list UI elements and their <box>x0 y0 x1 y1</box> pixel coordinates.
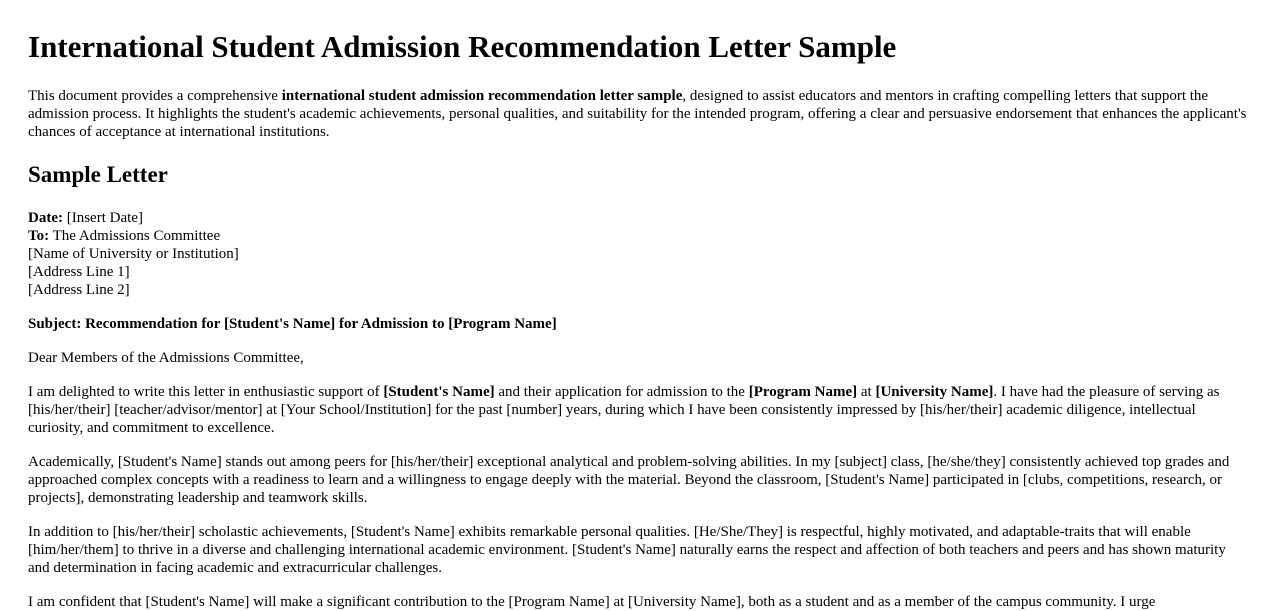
intro-text-bold: international student admission recommendation letter sample <box>281 88 683 104</box>
address-line: [Address Line 2] <box>28 282 130 298</box>
page-title: International Student Admission Recommendation Letter Sample <box>28 29 897 64</box>
letter-paragraph-2: Academically, [Student's Name] stands out among peers for [his/her/their] exceptional analytical and problem-solving abilities. In my [subject] class, [he/she/they] consistently achieved top grades and approached complex concepts with a readiness to learn and a willingness to engage deeply with the material. Beyond the classroom, [Student's Name] participated in [clubs, competitions, research, or projects], demonstrating leadership and teamwork skills. <box>28 454 1230 506</box>
p1-text-3: at <box>857 384 876 400</box>
letter-header <box>28 209 1250 299</box>
address-line: [Name of University or Institution] <box>28 246 239 262</box>
p1-text-1: I am delighted to write this letter in enthusiastic support of <box>28 384 384 400</box>
letter-paragraph-1 <box>28 383 1250 437</box>
intro-text-after: , designed to assist educators and mentors in crafting compelling letters that support the admission process. It highlights the student's academic achievements, personal qualities, and suitability for the intended program, offering a clear and persuasive endorsement that enhances the applicant's chances of acceptance at international institutions. <box>28 88 1247 140</box>
address-line: [Address Line 1] <box>28 264 130 280</box>
subject-text: Subject: Recommendation for [Student's Name] for Admission to [Program Name] <box>28 316 557 332</box>
p1-text-2: and their application for admission to the <box>494 384 749 400</box>
p1-text-4: . I have had the pleasure of serving as [his/her/their] [teacher/advisor/mentor] at [Your School/Institution] for the past [number] years, during which I have been consistently impressed by [his/her/their] academic diligence, intellectual curiosity, and commitment to excellence. <box>28 384 1220 436</box>
salutation: Dear Members of the Admissions Committee, <box>28 350 304 366</box>
to-line <box>28 227 1250 245</box>
letter-paragraph-3: In addition to [his/her/their] scholastic achievements, [Student's Name] exhibits remarkable personal qualities. [He/She/They] is respectful, highly motivated, and adaptable-traits that will enable [him/her/them] to thrive in a diverse and challenging international academic environment. [Student's Name] naturally earns the respect and affection of both teachers and peers and has shown maturity and determination in facing academic and extracurricular challenges. <box>28 524 1226 576</box>
to-value: The Admissions Committee <box>49 228 221 244</box>
section-title: Sample Letter <box>28 162 168 187</box>
date-value: [Insert Date] <box>62 210 143 226</box>
intro-text-before: This document provides a comprehensive <box>28 88 282 104</box>
p1-bold-student: [Student's Name] <box>383 384 495 400</box>
p1-bold-university: [University Name] <box>875 384 994 400</box>
date-line <box>28 209 1250 227</box>
to-label: To: <box>28 228 50 244</box>
intro-paragraph <box>28 87 1250 141</box>
letter-paragraph-4: I am confident that [Student's Name] will make a significant contribution to the [Program Name] at [University Name], both as a student and as a member of the campus community. I urge <box>28 594 1156 610</box>
p1-bold-program: [Program Name] <box>748 384 858 400</box>
subject-line <box>28 315 1250 333</box>
date-label: Date: <box>28 210 63 226</box>
